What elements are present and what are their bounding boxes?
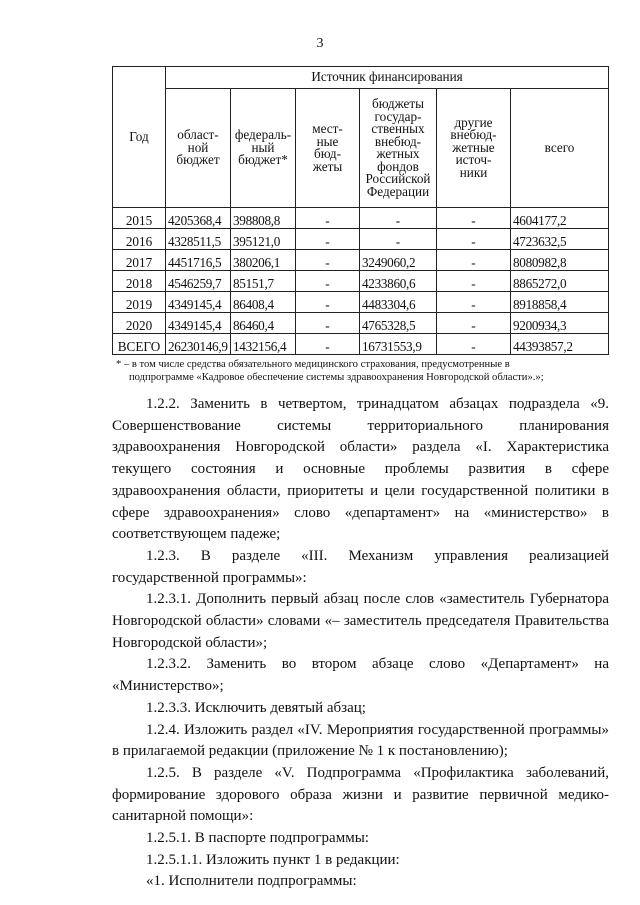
table-cell: 4765328,5	[360, 313, 437, 334]
table-cell: 8918858,4	[511, 292, 609, 313]
header-col-1: федераль- ный бюджет*	[231, 89, 296, 208]
table-cell: -	[360, 229, 437, 250]
paragraph: 1.2.3. В разделе «III. Механизм управления реализацией государственной программы»:	[112, 547, 609, 586]
table-cell: 2018	[113, 271, 166, 292]
header-col-4: другие внебюд- жетные источ- ники	[437, 89, 511, 208]
table-cell: 4349145,4	[166, 313, 231, 334]
header-col-3: бюджеты государ- ственных внебюд- жетных фондов Российской Федерации	[360, 89, 437, 208]
table-cell: 4233860,6	[360, 271, 437, 292]
table-cell: 8865272,0	[511, 271, 609, 292]
table-row	[113, 334, 609, 355]
table-cell: 86460,4	[231, 313, 296, 334]
table-cell: -	[296, 313, 360, 334]
table-body	[113, 208, 609, 355]
table-cell: 2015	[113, 208, 166, 229]
financing-table	[112, 66, 609, 355]
table-cell: -	[437, 229, 511, 250]
header-col-2: мест- ные бюд- жеты	[296, 89, 360, 208]
table-cell: 86408,4	[231, 292, 296, 313]
table-cell: ВСЕГО	[113, 334, 166, 355]
footnote-line-1: * – в том числе средства обязательного медицинского страхования, предусмотренные в	[116, 359, 510, 370]
table-cell: -	[296, 271, 360, 292]
table-cell: 380206,1	[231, 250, 296, 271]
header-columns-row	[113, 89, 609, 208]
table-cell: 4349145,4	[166, 292, 231, 313]
paragraph: 1.2.4. Изложить раздел «IV. Мероприятия государственной программы» в прилагаемой редакции (приложение № 1 к постановлению);	[112, 721, 609, 760]
header-col-0: област- ной бюджет	[166, 89, 231, 208]
table-cell: -	[437, 313, 511, 334]
table-cell: 2019	[113, 292, 166, 313]
table-cell: -	[437, 292, 511, 313]
table-cell: 4483304,6	[360, 292, 437, 313]
table-row	[113, 271, 609, 292]
table-cell: 4723632,5	[511, 229, 609, 250]
document-body	[112, 394, 609, 893]
table-cell: -	[296, 208, 360, 229]
table-cell: 398808,8	[231, 208, 296, 229]
paragraph: «1. Исполнители подпрограммы:	[146, 873, 357, 890]
table-row	[113, 208, 609, 229]
table-cell: -	[437, 208, 511, 229]
header-year: Год	[113, 67, 166, 208]
table-cell: 4604177,2	[511, 208, 609, 229]
table-cell: 9200934,3	[511, 313, 609, 334]
table-cell: 4205368,4	[166, 208, 231, 229]
table-cell: -	[296, 292, 360, 313]
table-row	[113, 292, 609, 313]
paragraph: 1.2.5. В разделе «V. Подпрограмма «Профилактика заболеваний, формирование здорового образа жизни и развитие первичной медико-санитарной помощи»:	[112, 764, 609, 825]
paragraph: 1.2.3.2. Заменить во втором абзаце слово «Департамент» на «Министерство»;	[112, 656, 609, 695]
table-cell: -	[437, 271, 511, 292]
table-cell: -	[360, 208, 437, 229]
footnote-line-2: подпрограмме «Кадровое обеспечение системы здравоохранения Новгородской области».»;	[129, 371, 544, 383]
table-cell: 2020	[113, 313, 166, 334]
table-cell: 4451716,5	[166, 250, 231, 271]
paragraph: 1.2.3.1. Дополнить первый абзац после слов «заместитель Губернатора Новгородской области» словами «– заместитель председателя Правительства Новгородской области»;	[112, 591, 609, 651]
table-cell: -	[296, 334, 360, 355]
paragraph: 1.2.5.1. В паспорте подпрограммы:	[146, 830, 369, 847]
table-cell: 2016	[113, 229, 166, 250]
table-cell: 2017	[113, 250, 166, 271]
header-col-5: всего	[511, 89, 609, 208]
table-cell: 8080982,8	[511, 250, 609, 271]
table-cell: -	[296, 250, 360, 271]
table-footnote	[116, 359, 616, 384]
table-row	[113, 250, 609, 271]
paragraph: 1.2.3.3. Исключить девятый абзац;	[146, 699, 366, 716]
table-cell: 26230146,9	[166, 334, 231, 355]
table-row	[113, 229, 609, 250]
table-cell: -	[437, 250, 511, 271]
table-cell: 4328511,5	[166, 229, 231, 250]
table-cell: 85151,7	[231, 271, 296, 292]
paragraph: 1.2.2. Заменить в четвертом, тринадцатом абзацах подраздела «9. Совершенствование системы территориального планирования здравоохранения Новгородской области» раздела «I. Характеристика текущего состояния и основные проблемы развития в сфере здравоохранения области, приоритеты и цели государственной политики в сфере здравоохранения» слово «департамент» на «министерство» в соответствующем падеже;	[112, 396, 609, 543]
table-cell: -	[296, 229, 360, 250]
table-row	[113, 313, 609, 334]
table-cell: 3249060,2	[360, 250, 437, 271]
table-cell: 16731553,9	[360, 334, 437, 355]
table-cell: -	[437, 334, 511, 355]
table-cell: 395121,0	[231, 229, 296, 250]
table-cell: 4546259,7	[166, 271, 231, 292]
page-number: 3	[316, 36, 324, 51]
table-cell: 44393857,2	[511, 334, 609, 355]
header-source: Источник финансирования	[166, 67, 609, 89]
paragraph: 1.2.5.1.1. Изложить пункт 1 в редакции:	[146, 851, 400, 868]
table-cell: 1432156,4	[231, 334, 296, 355]
